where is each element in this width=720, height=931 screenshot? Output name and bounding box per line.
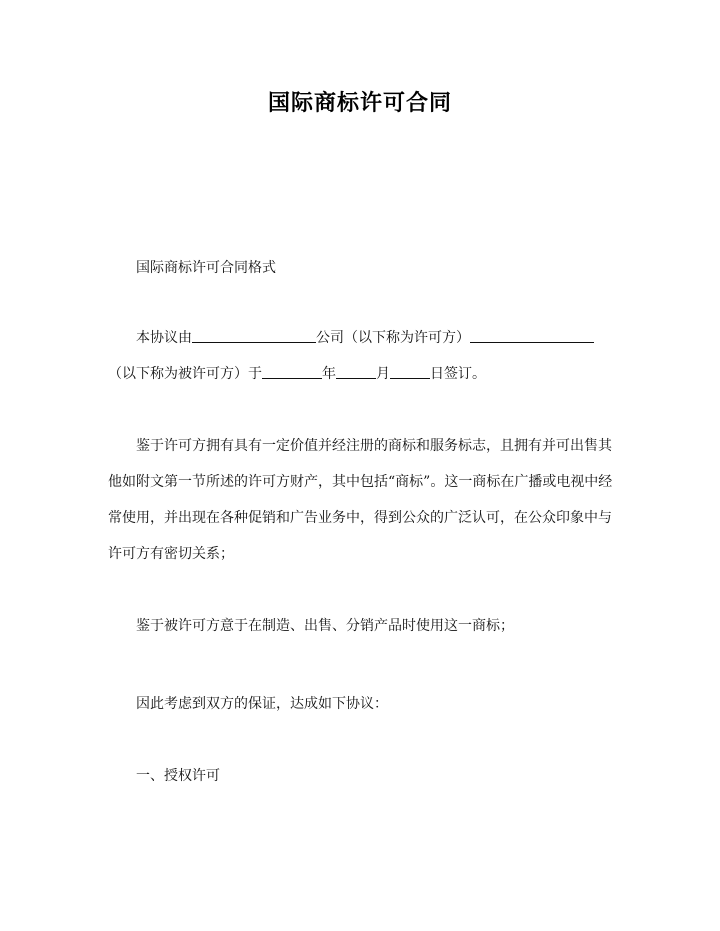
therefore-paragraph: 因此考虑到双方的保证，达成如下协议： xyxy=(136,696,388,712)
licensee-name-blank xyxy=(470,328,594,343)
agreement-text-4: 年 xyxy=(322,366,336,382)
month-blank xyxy=(336,364,376,379)
format-heading: 国际商标许可合同格式 xyxy=(136,260,276,276)
agreement-text-1: 本协议由 xyxy=(136,330,192,346)
agreement-text-3: （以下称为被许可方）于 xyxy=(108,366,262,382)
day-blank xyxy=(390,364,430,379)
year-blank xyxy=(262,364,322,379)
whereas-paragraph-1: 鉴于许可方拥有具有一定价值并经注册的商标和服务标志，且拥有并可出售其他如附文第一节所述的许可方财产，其中包括“商标”。这一商标在广播或电视中经常使用，并出现在各种促销和广告业务中，得到公众的广泛认可，在公众印象中与许可方有密切关系； xyxy=(108,438,613,562)
whereas-paragraph-2: 鉴于被许可方意于在制造、出售、分销产品时使用这一商标； xyxy=(136,618,514,634)
agreement-text-5: 月 xyxy=(376,366,390,382)
licensor-name-blank xyxy=(192,328,316,343)
agreement-text-2: 公司（以下称为许可方） xyxy=(316,330,470,346)
section-heading-1: 一、授权许可 xyxy=(136,768,220,784)
agreement-text-6: 日签订。 xyxy=(430,366,486,382)
agreement-paragraph xyxy=(108,320,616,392)
document-title: 国际商标许可合同 xyxy=(267,91,452,116)
